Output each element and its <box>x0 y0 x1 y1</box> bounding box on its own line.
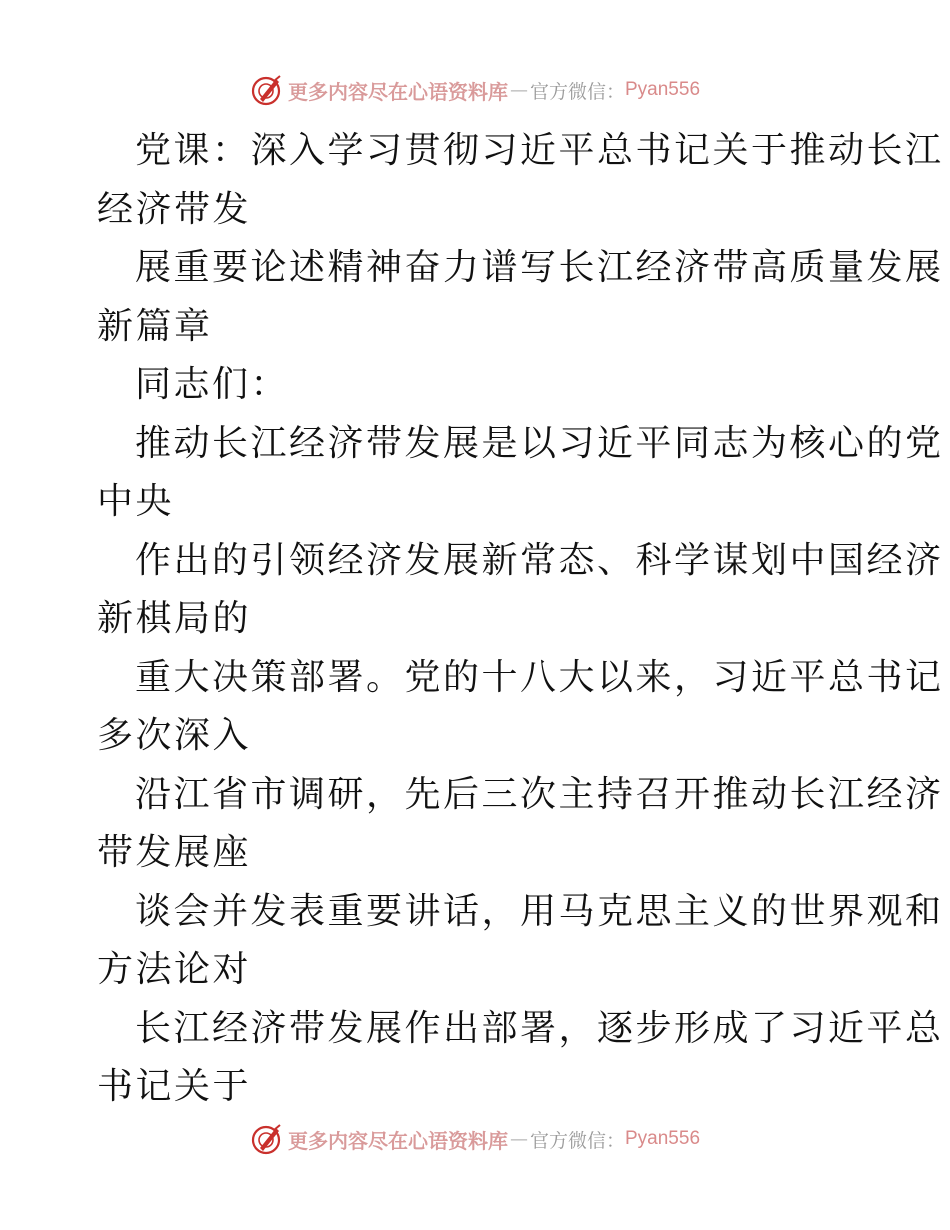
document-line: 同志们： <box>135 364 290 405</box>
document-line: 多次深入 <box>97 715 252 756</box>
document-line: 中央 <box>97 481 175 522</box>
logo-icon <box>250 1122 284 1156</box>
document-line: 重大决策部署。党的十八大以来，习近平总书记 <box>135 656 944 698</box>
document-line: 推动长江经济带发展是以习近平同志为核心的党 <box>135 422 944 464</box>
banner-wechat-id: Pyan556 <box>625 79 701 100</box>
document-line: 方法论对 <box>97 949 252 990</box>
document-line: 经济带发 <box>97 188 252 230</box>
banner-dash: — <box>509 1128 528 1150</box>
banner-dash: — <box>509 79 528 101</box>
document-line: 作出的引领经济发展新常态、科学谋划中国经济 <box>135 539 944 581</box>
document-line: 带发展座 <box>97 832 252 873</box>
header-banner <box>0 70 950 110</box>
logo-icon <box>250 73 284 107</box>
banner-main-text: 更多内容尽在心语资料库 <box>287 1128 508 1153</box>
document-line: 书记关于 <box>97 1066 252 1107</box>
document-line: 谈会并发表重要讲话，用马克思主义的世界观和 <box>135 890 944 932</box>
document-body <box>97 122 944 1117</box>
banner-wechat-id: Pyan556 <box>625 1128 701 1149</box>
document-line: 新棋局的 <box>97 598 252 639</box>
banner-wechat-label: 官方微信： <box>529 1129 625 1152</box>
document-line: 展重要论述精神奋力谱写长江经济带高质量发展 <box>135 247 944 288</box>
banner-wechat-label: 官方微信： <box>529 80 625 103</box>
document-line: 党课：深入学习贯彻习近平总书记关于推动长江 <box>135 130 944 171</box>
document-line: 沿江省市调研，先后三次主持召开推动长江经济 <box>135 773 944 815</box>
footer-banner <box>0 1119 950 1159</box>
document-line: 长江经济带发展作出部署，逐步形成了习近平总 <box>135 1007 944 1049</box>
document-line: 新篇章 <box>97 305 213 347</box>
banner-main-text: 更多内容尽在心语资料库 <box>287 79 508 104</box>
